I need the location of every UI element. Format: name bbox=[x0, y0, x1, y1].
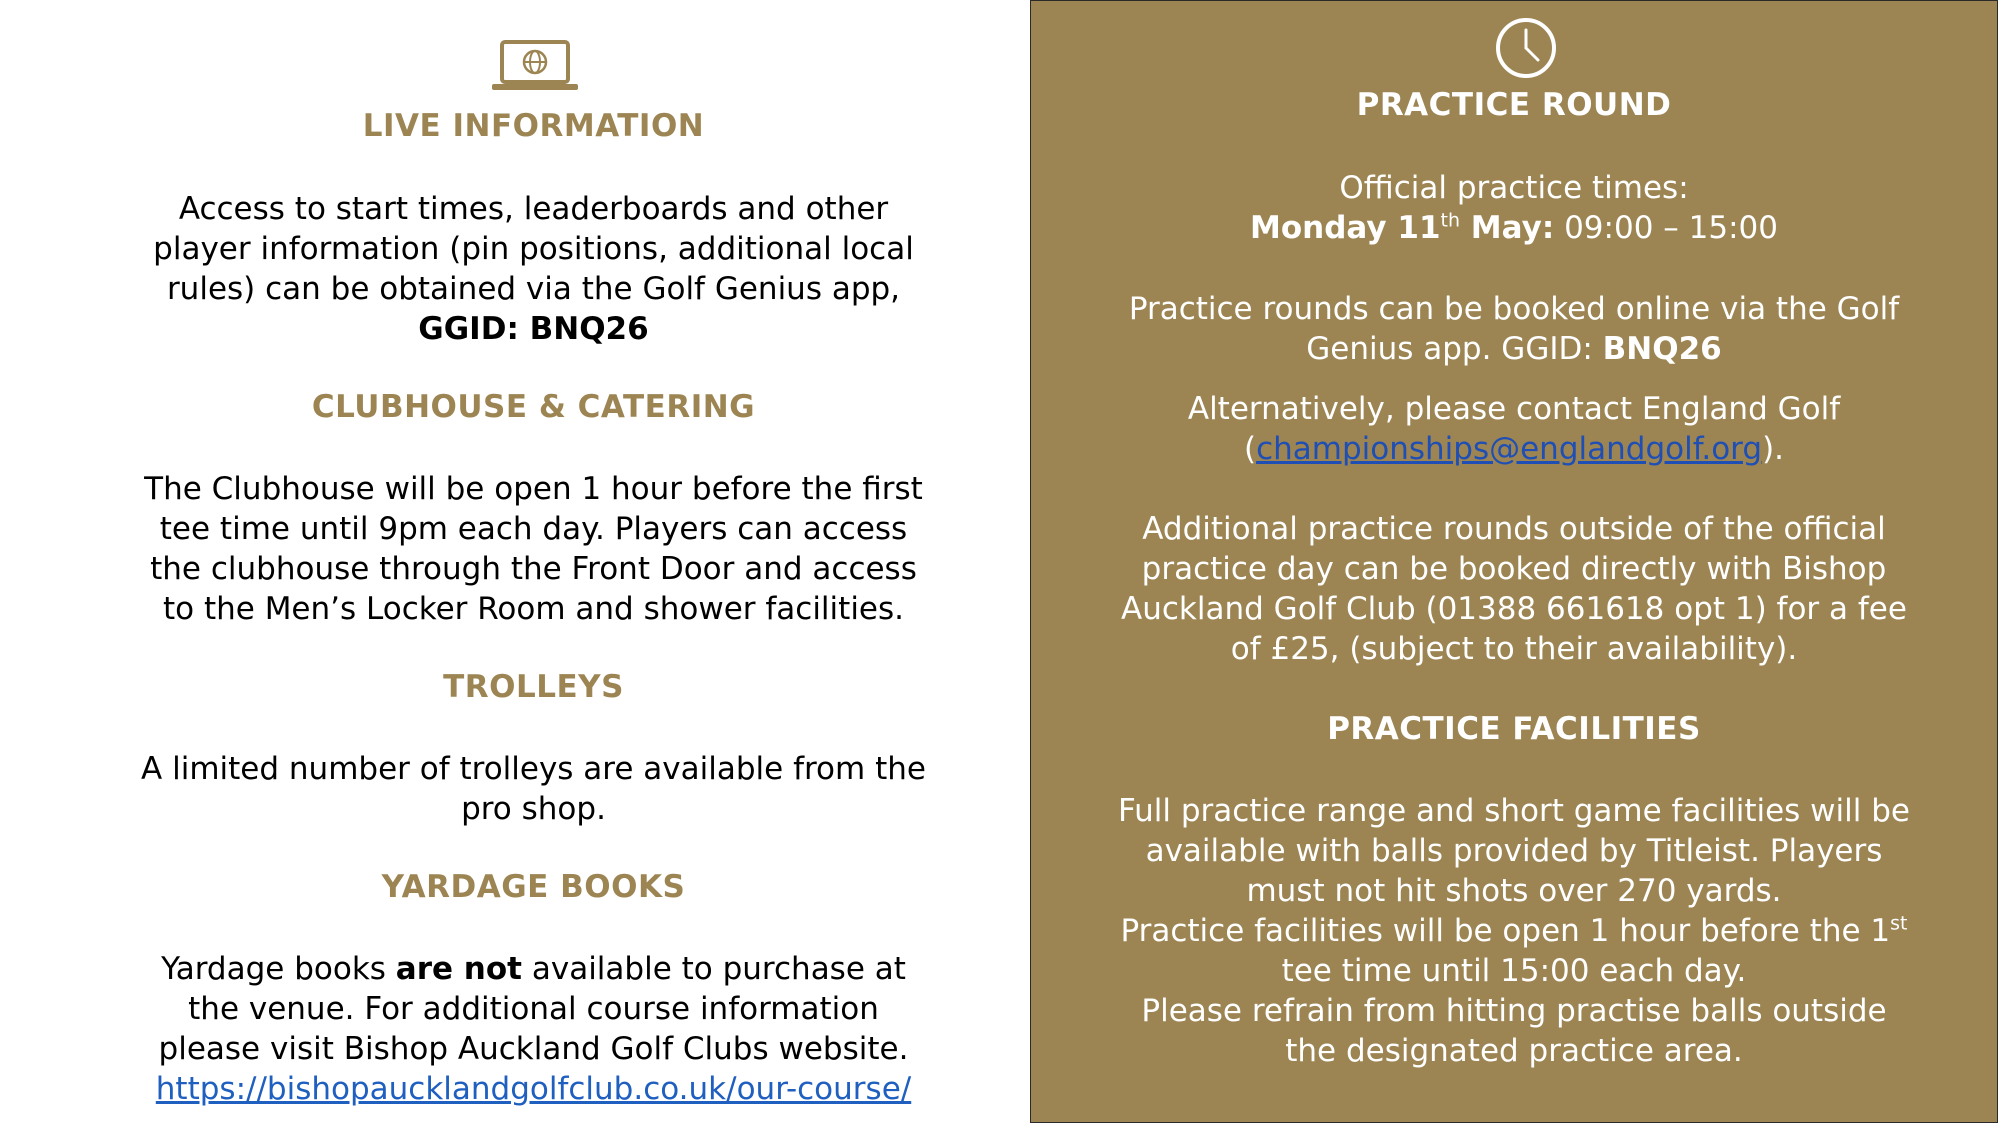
text-line: Full practice range and short game facilities will be bbox=[1118, 793, 1910, 829]
trolleys-heading: TROLLEYS bbox=[443, 669, 624, 705]
course-website-link[interactable]: https://bishopaucklandgolfclub.co.uk/our-course/ bbox=[155, 1071, 912, 1107]
live-information-heading: LIVE INFORMATION bbox=[362, 108, 705, 144]
text-line bbox=[0, 949, 1067, 989]
official-practice-times bbox=[1031, 168, 1997, 248]
yardage-books-heading: YARDAGE BOOKS bbox=[381, 869, 686, 905]
text-line: to the Men’s Locker Room and shower facilities. bbox=[162, 591, 905, 627]
text-fragment: Monday 11 bbox=[1250, 210, 1441, 246]
text-line bbox=[1031, 429, 1997, 469]
text-line: available with balls provided by Titleist. Players bbox=[1145, 833, 1883, 869]
superscript: th bbox=[1440, 209, 1461, 232]
text-line: rules) can be obtained via the Golf Genius app, bbox=[166, 271, 901, 307]
booking-text bbox=[1031, 289, 1997, 369]
championships-email-link[interactable]: championships@englandgolf.org bbox=[1256, 431, 1763, 467]
contact-text bbox=[1031, 389, 1997, 469]
yardage-books-text bbox=[0, 949, 1067, 1109]
text-line: Auckland Golf Club (01388 661618 opt 1) for a fee bbox=[1121, 591, 1907, 627]
right-panel bbox=[1030, 0, 1998, 1123]
text-fragment: available to purchase at bbox=[522, 951, 906, 987]
text-line: A limited number of trolleys are available from the bbox=[141, 751, 926, 787]
text-line: Access to start times, leaderboards and other bbox=[178, 191, 889, 227]
text-line: practice day can be booked directly with Bishop bbox=[1141, 551, 1887, 587]
time-range: 09:00 – 15:00 bbox=[1554, 210, 1778, 246]
text-line bbox=[1031, 911, 1997, 951]
text-line: The Clubhouse will be open 1 hour before the first bbox=[144, 471, 923, 507]
additional-practice-text bbox=[1031, 509, 1997, 669]
emphasis-text: are not bbox=[395, 951, 522, 987]
text-line: Please refrain from hitting practise balls outside bbox=[1141, 993, 1887, 1029]
practice-day-line bbox=[1031, 208, 1997, 248]
laptop-globe-icon bbox=[490, 38, 580, 94]
clubhouse-heading: CLUBHOUSE & CATERING bbox=[311, 389, 756, 425]
text-fragment: Yardage books bbox=[161, 951, 396, 987]
text-line: pro shop. bbox=[461, 791, 606, 827]
live-information-text bbox=[0, 189, 1067, 349]
text-line: Alternatively, please contact England Golf bbox=[1187, 391, 1841, 427]
text-line: Additional practice rounds outside of the official bbox=[1142, 511, 1886, 547]
practice-round-heading: PRACTICE ROUND bbox=[1356, 87, 1672, 123]
text-line: must not hit shots over 270 yards. bbox=[1246, 873, 1782, 909]
text-fragment: ( bbox=[1243, 431, 1257, 467]
text-line: the venue. For additional course information bbox=[188, 991, 879, 1027]
text-fragment: Practice facilities will be open 1 hour before the 1 bbox=[1120, 913, 1891, 949]
practice-facilities-text bbox=[1031, 791, 1997, 1071]
text-line: player information (pin positions, additional local bbox=[153, 231, 914, 267]
text-line: Official practice times: bbox=[1339, 170, 1689, 206]
text-fragment: ). bbox=[1762, 431, 1785, 467]
ggid-code: BNQ26 bbox=[1602, 331, 1722, 367]
text-line: Practice rounds can be booked online via the Golf bbox=[1128, 291, 1900, 327]
practice-facilities-heading: PRACTICE FACILITIES bbox=[1327, 711, 1701, 747]
text-fragment: May: bbox=[1460, 210, 1555, 246]
superscript: st bbox=[1890, 912, 1908, 935]
text-line: of £25, (subject to their availability). bbox=[1230, 631, 1798, 667]
text-line: the clubhouse through the Front Door and access bbox=[150, 551, 917, 587]
text-line: tee time until 9pm each day. Players can access bbox=[159, 511, 908, 547]
text-fragment: Genius app. GGID: bbox=[1306, 331, 1603, 367]
text-line bbox=[1031, 329, 1997, 369]
clubhouse-text bbox=[0, 469, 1067, 629]
text-line: please visit Bishop Auckland Golf Clubs website. bbox=[158, 1031, 909, 1067]
ggid-code: GGID: BNQ26 bbox=[418, 311, 649, 347]
trolleys-text bbox=[0, 749, 1067, 829]
text-line: tee time until 15:00 each day. bbox=[1281, 953, 1747, 989]
clock-icon bbox=[1494, 16, 1558, 80]
text-line: the designated practice area. bbox=[1285, 1033, 1743, 1069]
